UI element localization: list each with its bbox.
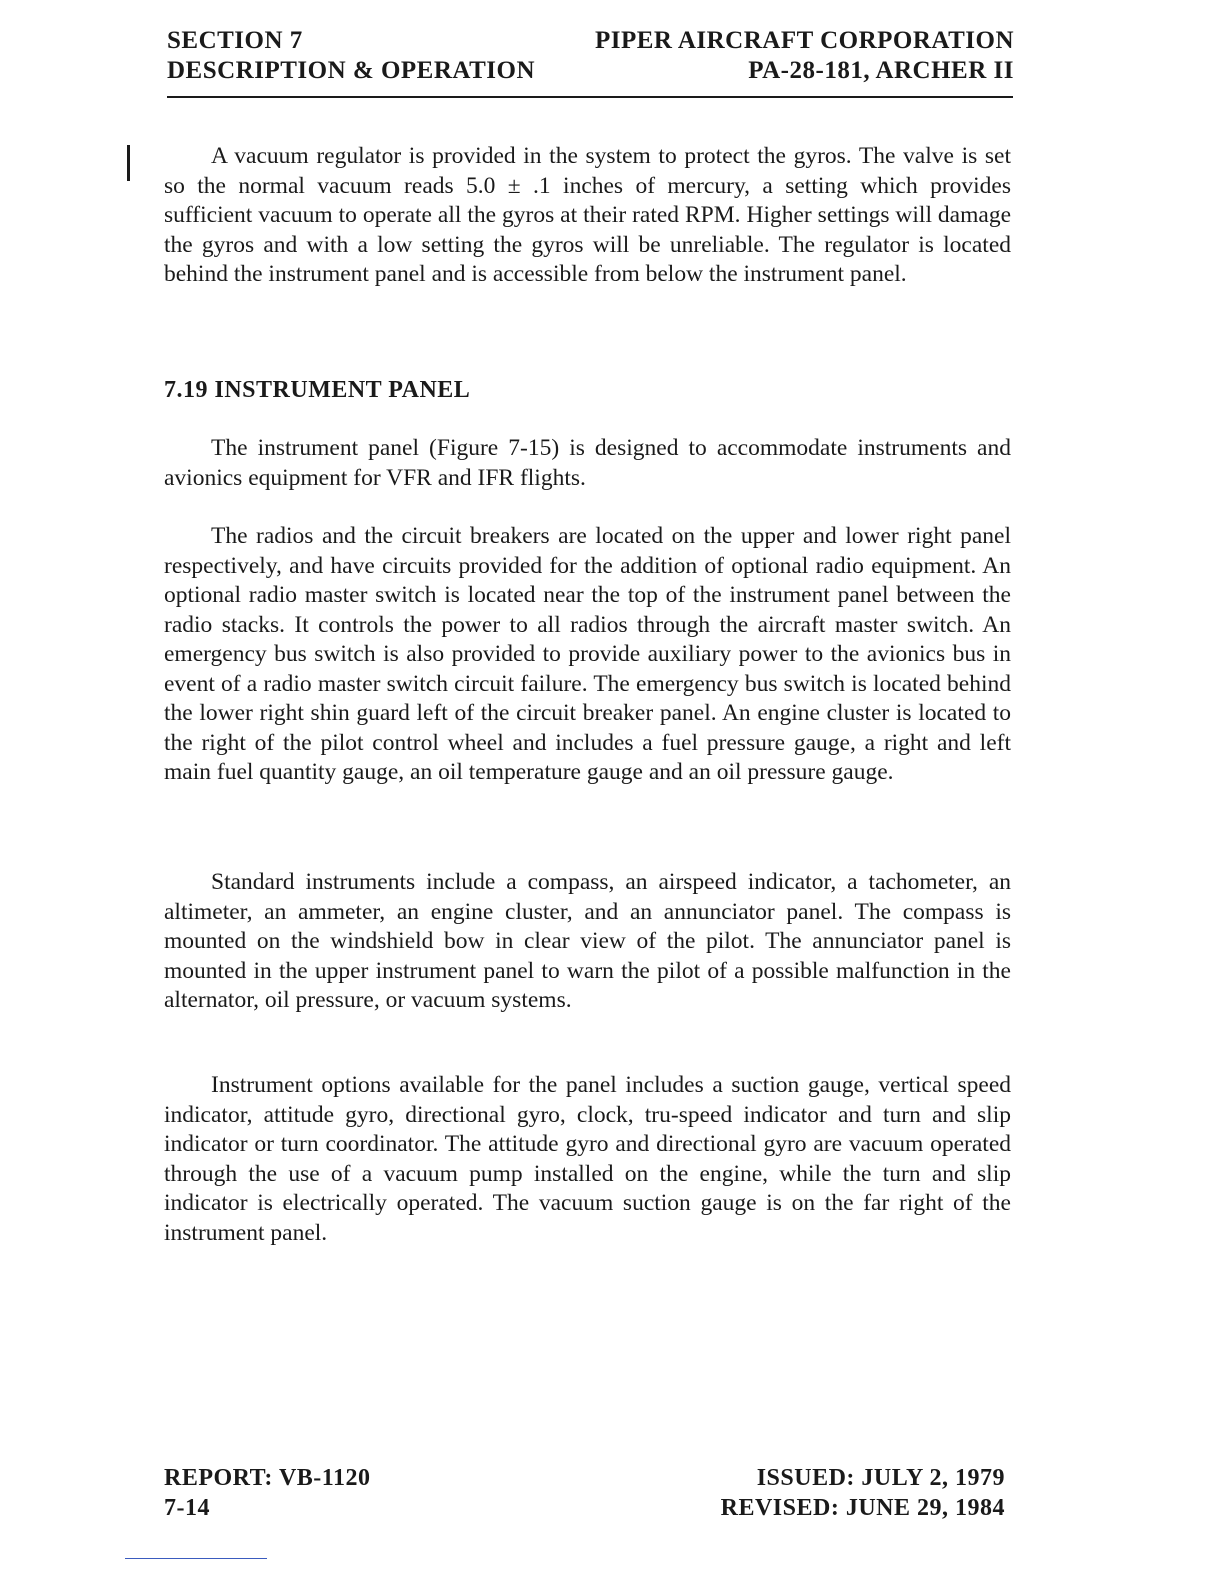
revised-date: REVISED: JUNE 29, 1984 [720, 1495, 1005, 1521]
footer-link-underline [125, 1558, 267, 1559]
paragraph-instrument-options: Instrument options available for the panel includes a suction gauge, vertical speed indicator, attitude gyro, directional gyro, clock, tru-speed indicator and turn and slip indicator or turn coordinator. The attitude gyro and directional gyro are vacuum operated through the use of a vacuum pump installed on the engine, while the turn and slip indicator is electrically operated. The vacuum suction gauge is on the far right of the instrument panel. [164, 1072, 1011, 1246]
paragraph-vacuum-regulator: A vacuum regulator is provided in the system to protect the gyros. The valve is set so the normal vacuum reads 5.0 ± .1 inches of mercury, a setting which provides sufficient vacuum to operate all the gyros at their rated RPM. Higher settings will damage the gyros and with a low setting the gyros will be unreliable. The regulator is located behind the instrument panel and is accessible from below the instrument panel. [164, 143, 1011, 287]
section-heading-instrument-panel: 7.19 INSTRUMENT PANEL [164, 377, 471, 403]
aircraft-model: PA-28-181, ARCHER II [748, 57, 1014, 84]
issued-date: ISSUED: JULY 2, 1979 [756, 1465, 1005, 1491]
section-number: SECTION 7 [167, 27, 303, 54]
paragraph-instrument-panel: The instrument panel (Figure 7-15) is designed to accommodate instruments and avionics equipment for VFR and IFR flights. [164, 435, 1011, 491]
page-header-right [556, 26, 1014, 86]
section-title: DESCRIPTION & OPERATION [167, 57, 536, 84]
page-footer-left [164, 1463, 370, 1523]
report-number: REPORT: VB-1120 [164, 1465, 371, 1491]
page-number: 7-14 [164, 1495, 210, 1521]
revision-change-bar [127, 145, 130, 181]
header-divider [167, 96, 1013, 98]
paragraph-standard-instruments: Standard instruments include a compass, an airspeed indicator, a tachometer, an altimeter, an ammeter, an engine cluster, and an annunciator panel. The compass is mounted on the windshield bow in clear view of the pilot. The annunciator panel is mounted in the upper instrument panel to warn the pilot of a possible malfunction in the alternator, oil pressure, or vacuum systems. [164, 869, 1011, 1013]
page-header-left [167, 26, 535, 86]
page-footer-right [600, 1463, 1005, 1523]
paragraph-radios-circuit-breakers: The radios and the circuit breakers are located on the upper and lower right panel respectively, and have circuits provided for the addition of optional radio equipment. An optional radio master switch is located near the top of the instrument panel between the radio stacks. It controls the power to all radios through the aircraft master switch. An emergency bus switch is also provided to provide auxiliary power to the avionics bus in event of a radio master switch circuit failure. The emergency bus switch is located behind the lower right shin guard left of the circuit breaker panel. An engine cluster is located to the right of the pilot control wheel and includes a fuel pressure gauge, a right and left main fuel quantity gauge, an oil temperature gauge and an oil pressure gauge. [164, 523, 1011, 785]
company-name: PIPER AIRCRAFT CORPORATION [594, 27, 1014, 54]
